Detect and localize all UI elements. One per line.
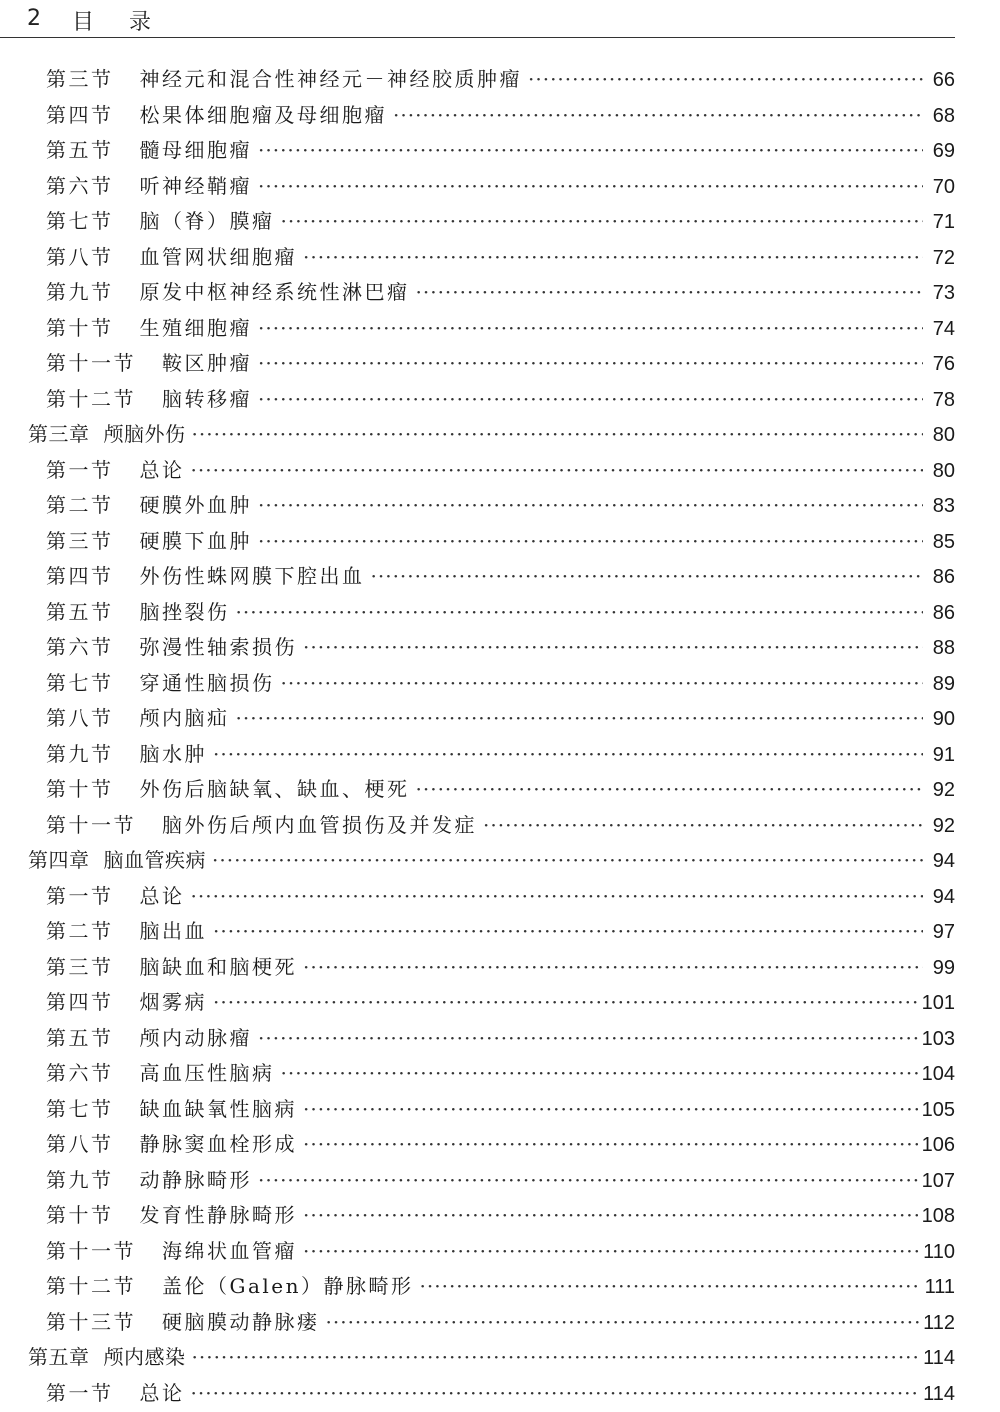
toc-entry-number: 第六节 [46,173,114,198]
toc-section-entry[interactable] [0,630,955,666]
page-header [0,0,955,38]
toc-entry-title: 静脉窦血栓形成 [139,1132,297,1156]
toc-entry-page: 86 [932,566,955,588]
toc-entry-page: 72 [932,246,955,269]
dot-leader [303,1127,918,1163]
dot-leader [303,630,923,666]
toc-entry-title: 髓母细胞瘤 [139,138,252,162]
toc-entry-title: 烟雾病 [139,990,207,1014]
toc-section-entry[interactable] [0,62,955,98]
toc-entry-number: 第五节 [46,599,114,624]
toc-entry-number: 第六节 [46,635,114,659]
dot-leader [258,311,923,347]
dot-leader [213,737,923,773]
dot-leader [258,1021,918,1057]
toc-entry-title: 听神经鞘瘤 [139,173,252,198]
toc-entry-number: 第八节 [46,244,114,269]
toc-entry-page: 73 [932,282,955,304]
toc-entry-page: 92 [932,779,955,801]
toc-entry-title: 缺血缺氧性脑病 [139,1096,297,1121]
toc-entry-page: 114 [923,1347,955,1369]
toc-section-entry[interactable] [0,950,955,986]
toc-entry-page: 66 [932,69,955,91]
toc-entry-page: 112 [923,1311,955,1334]
toc-entry-number: 第九节 [46,1167,114,1192]
toc-section-entry[interactable] [0,595,955,631]
toc-entry-number: 第十一节 [46,1238,136,1263]
toc-entry-number: 第一节 [46,1380,114,1405]
dot-leader [191,453,924,489]
toc-entry-page: 99 [932,956,955,979]
toc-section-entry[interactable] [0,772,955,808]
toc-entry-page: 114 [923,1382,955,1405]
toc-entry-number: 第五节 [46,138,114,162]
toc-entry-title: 脑转移瘤 [162,386,252,411]
toc-entry-title: 颅内动脉瘤 [139,1025,252,1050]
toc-entry-page: 88 [932,637,955,659]
toc-entry-page: 90 [932,708,955,730]
toc-section-entry[interactable] [0,1092,955,1128]
toc-entry-page: 94 [932,885,955,908]
toc-entry-title: 总论 [139,1380,185,1405]
toc-section-entry[interactable] [0,808,955,844]
dot-leader [371,559,924,595]
toc-entry-title: 硬膜外血肿 [139,493,252,517]
toc-entry-title: 盖伦（Galen）静脉畸形 [162,1274,414,1298]
toc-entry-title: 神经元和混合性神经元－神经胶质肿瘤 [139,67,522,91]
toc-entry-title: 总论 [139,883,185,908]
toc-entry-number: 第五章 [28,1345,90,1369]
toc-entry-title: 高血压性脑病 [139,1061,275,1085]
toc-section-entry[interactable] [0,453,955,489]
toc-entry-page: 70 [932,175,955,198]
toc-entry-page: 101 [921,992,955,1014]
page-number: 2 [27,6,41,31]
dot-leader [236,701,924,737]
dot-leader [303,240,923,276]
toc-entry-title: 脑血管疾病 [103,848,206,872]
toc-entry-title: 鞍区肿瘤 [162,351,252,375]
dot-leader [326,1305,920,1341]
dot-leader [236,595,924,631]
dot-leader [416,275,924,311]
toc-entry-number: 第七节 [46,209,114,233]
toc-section-entry[interactable] [0,169,955,205]
toc-entry-title: 发育性静脉畸形 [139,1203,297,1227]
dot-leader [191,879,924,915]
toc-entry-number: 第九节 [46,741,114,766]
dot-leader [212,843,923,879]
toc-entry-title: 脑缺血和脑梗死 [139,954,297,979]
dot-leader [303,1198,918,1234]
toc-section-entry[interactable] [0,1127,955,1163]
toc-section-entry[interactable] [0,559,955,595]
toc-entry-page: 92 [932,814,955,837]
toc-entry-title: 硬脑膜动静脉瘘 [162,1309,320,1334]
dot-leader [303,1234,919,1270]
dot-leader [281,204,924,240]
toc-section-entry[interactable] [0,737,955,773]
toc-entry-title: 脑水肿 [139,741,207,766]
dot-leader [258,488,923,524]
toc-entry-title: 总论 [139,457,185,482]
toc-entry-page: 71 [932,211,955,233]
toc-entry-number: 第九节 [46,280,114,304]
dot-leader [258,1163,918,1199]
toc-entry-page: 97 [932,921,955,943]
toc-entry-title: 海绵状血管瘤 [162,1238,297,1263]
dot-leader [258,524,923,560]
toc-entry-page: 74 [932,317,955,340]
toc-entry-title: 弥漫性轴索损伤 [139,635,297,659]
toc-entry-number: 第十节 [46,1203,114,1227]
toc-entry-page: 85 [932,530,955,553]
toc-section-entry[interactable] [0,275,955,311]
toc-chapter-entry[interactable] [0,417,955,453]
toc-section-entry[interactable] [0,524,955,560]
toc-entry-number: 第一节 [46,883,114,908]
toc-entry-number: 第二节 [46,493,114,517]
toc-section-entry[interactable] [0,204,955,240]
toc-entry-number: 第十三节 [46,1309,136,1334]
toc-entry-page: 111 [924,1276,955,1298]
toc-entry-number: 第一节 [46,457,114,482]
toc-entry-number: 第三节 [46,67,114,91]
toc-entry-title: 外伤性蛛网膜下腔出血 [139,564,365,588]
toc-entry-number: 第十二节 [46,386,136,411]
dot-leader [192,417,924,453]
toc-entry-number: 第三节 [46,954,114,979]
toc-entry-title: 松果体细胞瘤及母细胞瘤 [139,102,387,127]
dot-leader [416,772,924,808]
toc-entry-page: 105 [921,1098,955,1121]
dot-leader [483,808,923,844]
dot-leader [303,950,923,986]
dot-leader [213,914,923,950]
toc-section-entry[interactable] [0,1021,955,1057]
toc-entry-page: 89 [932,672,955,695]
toc-entry-title: 穿通性脑损伤 [139,670,275,695]
dot-leader [191,1376,920,1412]
toc-section-entry[interactable] [0,382,955,418]
toc-entry-page: 103 [921,1027,955,1050]
toc-entry-page: 94 [932,850,955,872]
dot-leader [258,169,923,205]
toc-entry-number: 第四节 [46,564,114,588]
dot-leader [258,382,923,418]
dot-leader [303,1092,918,1128]
toc-entry-title: 颅脑外伤 [103,422,186,446]
toc-entry-number: 第二节 [46,919,114,943]
dot-leader [281,666,924,702]
toc-entry-page: 106 [921,1134,955,1156]
dot-leader [192,1340,920,1376]
dot-leader [258,133,923,169]
toc-entry-title: 脑挫裂伤 [139,599,230,624]
toc-entry-page: 108 [921,1205,955,1227]
toc-entry-page: 80 [932,424,955,446]
toc-entry-number: 第五节 [46,1025,114,1050]
toc-section-entry[interactable] [0,1198,955,1234]
toc-section-entry[interactable] [0,311,955,347]
toc-entry-title: 脑出血 [139,919,207,943]
toc-section-entry[interactable] [0,488,955,524]
toc-entry-number: 第十一节 [46,351,136,375]
toc-entry-title: 外伤后脑缺氧、缺血、梗死 [139,777,410,801]
toc-entry-title: 脑（脊）膜瘤 [139,209,275,233]
toc-entry-number: 第十节 [46,777,114,801]
toc-section-entry[interactable] [0,666,955,702]
toc-entry-number: 第四节 [46,990,114,1014]
toc-entry-page: 83 [932,495,955,517]
toc-section-entry[interactable] [0,879,955,915]
dot-leader [258,346,923,382]
toc-entry-page: 80 [932,459,955,482]
toc-entry-number: 第四章 [28,848,90,872]
toc-section-entry[interactable] [0,1163,955,1199]
toc-section-entry[interactable] [0,133,955,169]
toc-entry-number: 第八节 [46,706,114,730]
header-title: 目 录 [72,10,165,35]
toc-entry-page: 68 [932,104,955,127]
dot-leader [213,985,918,1021]
toc-entry-number: 第三节 [46,528,114,553]
table-of-contents [0,62,955,1411]
toc-entry-title: 脑外伤后颅内血管损伤及并发症 [162,812,477,837]
toc-section-entry[interactable] [0,914,955,950]
toc-entry-number: 第八节 [46,1132,114,1156]
toc-section-entry[interactable] [0,1234,955,1270]
toc-section-entry[interactable] [0,1376,955,1412]
toc-entry-page: 91 [932,743,955,766]
toc-entry-number: 第十节 [46,315,114,340]
toc-section-entry[interactable] [0,1269,955,1305]
toc-entry-title: 原发中枢神经系统性淋巴瘤 [139,280,410,304]
toc-entry-page: 69 [932,140,955,162]
toc-entry-title: 血管网状细胞瘤 [139,244,297,269]
toc-entry-page: 104 [921,1063,955,1085]
toc-entry-number: 第十二节 [46,1274,136,1298]
toc-entry-page: 76 [932,353,955,375]
toc-section-entry[interactable] [0,701,955,737]
toc-section-entry[interactable] [0,98,955,134]
toc-section-entry[interactable] [0,1305,955,1341]
toc-chapter-entry[interactable] [0,1340,955,1376]
toc-entry-number: 第六节 [46,1061,114,1085]
dot-leader [420,1269,921,1305]
toc-entry-number: 第七节 [46,670,114,695]
dot-leader [281,1056,918,1092]
toc-section-entry[interactable] [0,240,955,276]
toc-chapter-entry[interactable] [0,843,955,879]
toc-entry-title: 生殖细胞瘤 [139,315,252,340]
toc-entry-page: 107 [921,1169,955,1192]
toc-entry-number: 第十一节 [46,812,136,837]
toc-entry-title: 颅内感染 [103,1345,186,1369]
toc-entry-number: 第四节 [46,102,114,127]
toc-entry-page: 78 [932,388,955,411]
toc-entry-title: 硬膜下血肿 [139,528,252,553]
toc-section-entry[interactable] [0,346,955,382]
toc-section-entry[interactable] [0,1056,955,1092]
dot-leader [393,98,923,134]
toc-entry-number: 第三章 [28,422,90,446]
toc-entry-number: 第七节 [46,1096,114,1121]
dot-leader [528,62,923,98]
toc-entry-page: 110 [923,1240,955,1263]
toc-entry-title: 颅内脑疝 [139,706,230,730]
toc-entry-title: 动静脉畸形 [139,1167,252,1192]
toc-entry-page: 86 [932,601,955,624]
toc-section-entry[interactable] [0,985,955,1021]
